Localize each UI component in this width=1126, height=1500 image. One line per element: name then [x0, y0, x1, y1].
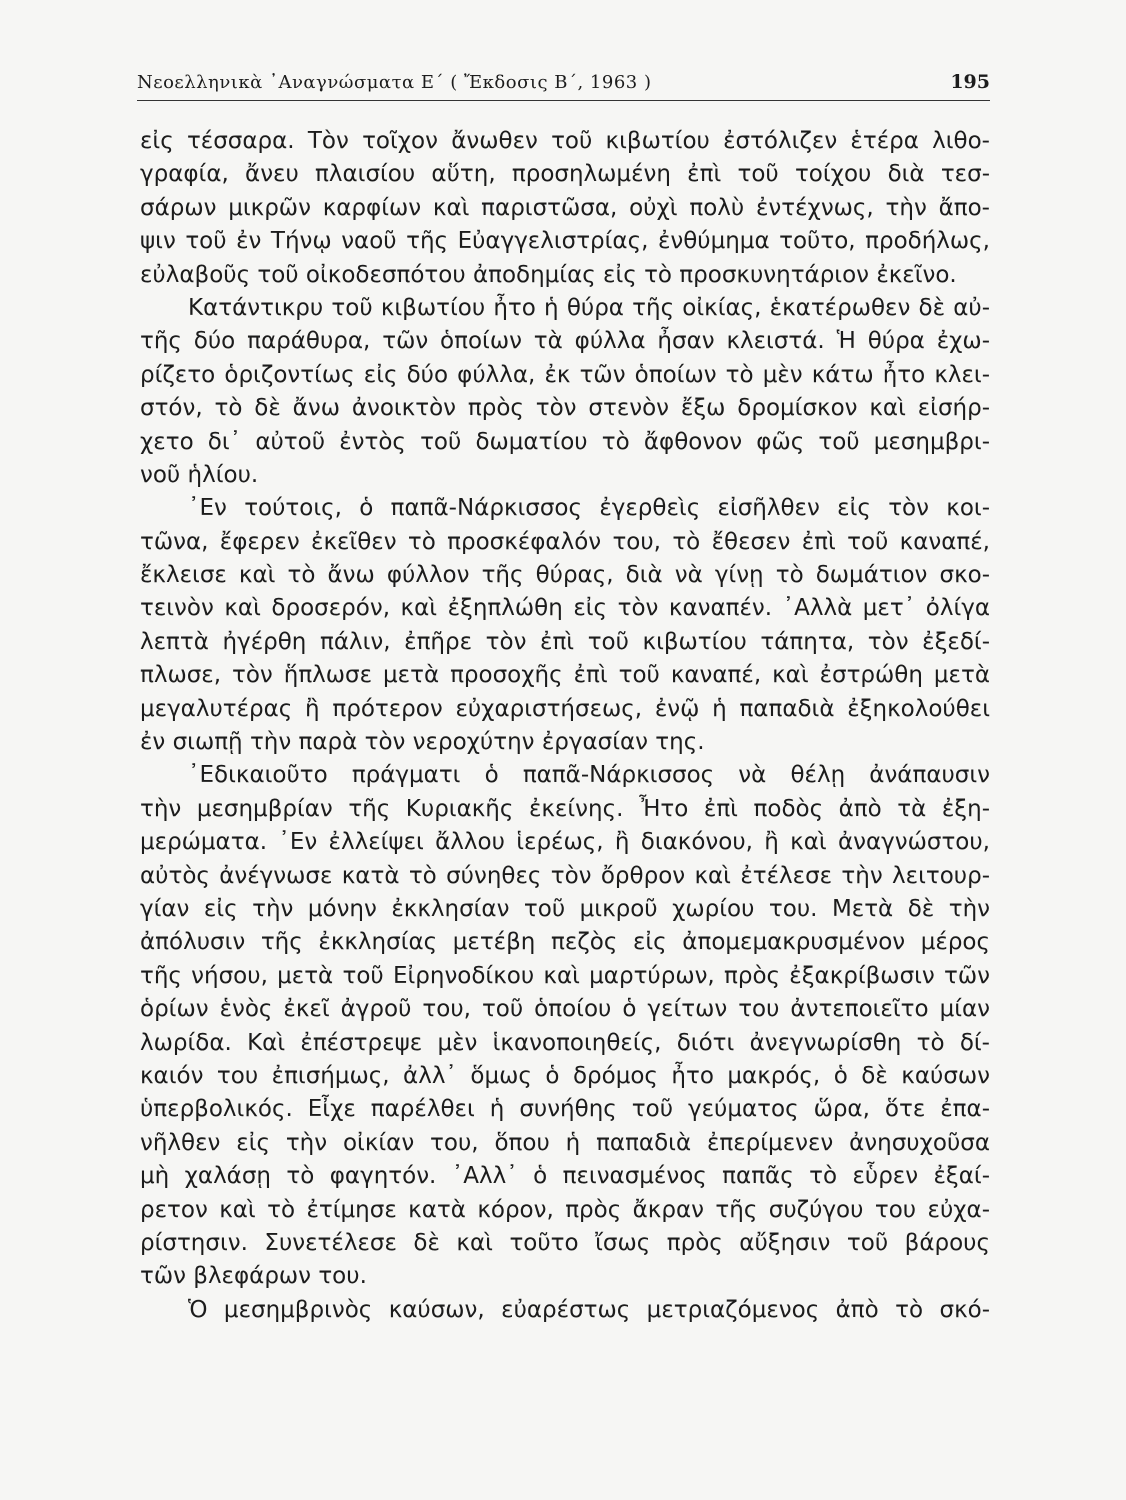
text-line: στόν, τὸ δὲ ἄνω ἀνοικτὸν πρὸς τὸν στενὸν ἔξω δρομίσκον καὶ εἰσήρ-: [140, 395, 990, 422]
text-line: ἀπόλυσιν τῆς ἐκκλησίας μετέβη πεζὸς εἰς ἀπομεμακρυσμένον μέρος: [140, 929, 990, 956]
page-number: 195: [950, 71, 990, 93]
body-text: [140, 125, 990, 1327]
running-header: [137, 60, 990, 101]
text-line: τεινὸν καὶ δροσερόν, καὶ ἐξηπλώθη εἰς τὸν καναπέν. ᾿Αλλὰ μετ᾿ ὀλίγα: [140, 595, 990, 622]
text-line: ᾿Εν τούτοις, ὁ παπᾶ-Νάρκισσος ἐγερθεὶς εἰσῆλθεν εἰς τὸν κοι-: [188, 495, 990, 522]
text-line: νοῦ ἡλίου.: [140, 461, 259, 488]
text-line: τῶνα, ἔφερεν ἐκεῖθεν τὸ προσκέφαλόν του, τὸ ἔθεσεν ἐπὶ τοῦ καναπέ,: [140, 528, 990, 555]
text-line: τῆς νήσου, μετὰ τοῦ Εἰρηνοδίκου καὶ μαρτύρων, πρὸς ἐξακρίβωσιν τῶν: [140, 962, 990, 989]
text-line: μὴ χαλάσῃ τὸ φαγητόν. ᾿Αλλ᾿ ὁ πεινασμένος παπᾶς τὸ εὗρεν ἐξαί-: [140, 1163, 990, 1190]
text-line: ρετον καὶ τὸ ἐτίμησε κατὰ κόρον, πρὸς ἄκραν τῆς συζύγου του εὐχα-: [140, 1196, 990, 1223]
text-line: μερώματα. ᾿Εν ἐλλείψει ἄλλου ἱερέως, ἢ διακόνου, ἢ καὶ ἀναγνώστου,: [140, 829, 990, 856]
text-line: καιόν του ἐπισήμως, ἀλλ᾿ ὅμως ὁ δρόμος ἦτο μακρός, ὁ δὲ καύσων: [140, 1062, 990, 1089]
text-line: λεπτὰ ἠγέρθη πάλιν, ἐπῆρε τὸν ἐπὶ τοῦ κιβωτίου τάπητα, τὸν ἐξεδί-: [140, 628, 990, 655]
text-line: ἐν σιωπῇ τὴν παρὰ τὸν νεροχύτην ἐργασίαν της.: [140, 729, 705, 756]
text-line: μεγαλυτέρας ἢ πρότερον εὐχαριστήσεως, ἐνῷ ἡ παπαδιὰ ἐξηκολούθει: [140, 695, 990, 722]
text-line: Ὁ μεσημβρινὸς καύσων, εὐαρέστως μετριαζόμενος ἀπὸ τὸ σκό-: [188, 1296, 990, 1323]
text-line: ὁρίων ἑνὸς ἐκεῖ ἀγροῦ του, τοῦ ὁποίου ὁ γείτων του ἀντεποιεῖτο μίαν: [140, 996, 990, 1023]
text-line: σάρων μικρῶν καρφίων καὶ παριστῶσα, οὐχὶ πολὺ ἐντέχνως, τὴν ἄπο-: [140, 194, 990, 221]
text-line: εἰς τέσσαρα. Τὸν τοῖχον ἄνωθεν τοῦ κιβωτίου ἐστόλιζεν ἑτέρα λιθο-: [140, 128, 990, 154]
text-line: αὐτὸς ἀνέγνωσε κατὰ τὸ σύνηθες τὸν ὄρθρον καὶ ἐτέλεσε τὴν λειτουρ-: [140, 862, 990, 889]
text-line: ρίζετο ὁριζοντίως εἰς δύο φύλλα, ἐκ τῶν ὁποίων τὸ μὲν κάτω ἦτο κλει-: [140, 361, 990, 388]
book-title: Νεοελληνικὰ ᾿Αναγνώσματα Ε´ ( Ἔκδοσις Β´, 1963 ): [137, 72, 652, 93]
text-line: εὐλαβοῦς τοῦ οἰκοδεσπότου ἀποδημίας εἰς τὸ προσκυνητάριον ἐκεῖνο.: [140, 261, 957, 288]
text-line: ὑπερβολικός. Εἶχε παρέλθει ἡ συνήθης τοῦ γεύματος ὥρα, ὅτε ἐπα-: [140, 1096, 990, 1123]
text-line: γίαν εἰς τὴν μόνην ἐκκλησίαν τοῦ μικροῦ χωρίου του. Μετὰ δὲ τὴν: [140, 895, 990, 922]
text-line: ψιν τοῦ ἐν Τήνῳ ναοῦ τῆς Εὐαγγελιστρίας, ἐνθύμημα τοῦτο, προδήλως,: [140, 228, 990, 255]
text-line: λωρίδα. Καὶ ἐπέστρεψε μὲν ἱκανοποιηθείς, διότι ἀνεγνωρίσθη τὸ δί-: [140, 1029, 990, 1056]
text-line: νῆλθεν εἰς τὴν οἰκίαν του, ὅπου ἡ παπαδιὰ ἐπερίμενεν ἀνησυχοῦσα: [140, 1129, 990, 1156]
text-line: Κατάντικρυ τοῦ κιβωτίου ἦτο ἡ θύρα τῆς οἰκίας, ἑκατέρωθεν δὲ αὐ-: [188, 294, 990, 321]
text-line: ρίστησιν. Συνετέλεσε δὲ καὶ τοῦτο ἴσως πρὸς αὔξησιν τοῦ βάρους: [140, 1229, 990, 1256]
text-line: ᾿Εδικαιοῦτο πράγματι ὁ παπᾶ-Νάρκισσος νὰ θέλῃ ἀνάπαυσιν: [188, 762, 990, 789]
text-line: χετο δι᾿ αὐτοῦ ἐντὸς τοῦ δωματίου τὸ ἄφθονον φῶς τοῦ μεσημβρι-: [140, 428, 990, 455]
text-line: τῆς δύο παράθυρα, τῶν ὁποίων τὰ φύλλα ἦσαν κλειστά. Ἡ θύρα ἐχω-: [140, 328, 990, 355]
text-line: τὴν μεσημβρίαν τῆς Κυριακῆς ἐκείνης. Ἦτο ἐπὶ ποδὸς ἀπὸ τὰ ἐξη-: [140, 795, 990, 822]
text-line: γραφία, ἄνευ πλαισίου αὕτη, προσηλωμένη ἐπὶ τοῦ τοίχου διὰ τεσ-: [140, 161, 990, 188]
text-line: πλωσε, τὸν ἥπλωσε μετὰ προσοχῆς ἐπὶ τοῦ καναπέ, καὶ ἐστρώθη μετὰ: [140, 662, 990, 689]
text-line: ἔκλεισε καὶ τὸ ἄνω φύλλον τῆς θύρας, διὰ νὰ γίνῃ τὸ δωμάτιον σκο-: [140, 562, 990, 589]
text-line: τῶν βλεφάρων του.: [140, 1263, 367, 1290]
